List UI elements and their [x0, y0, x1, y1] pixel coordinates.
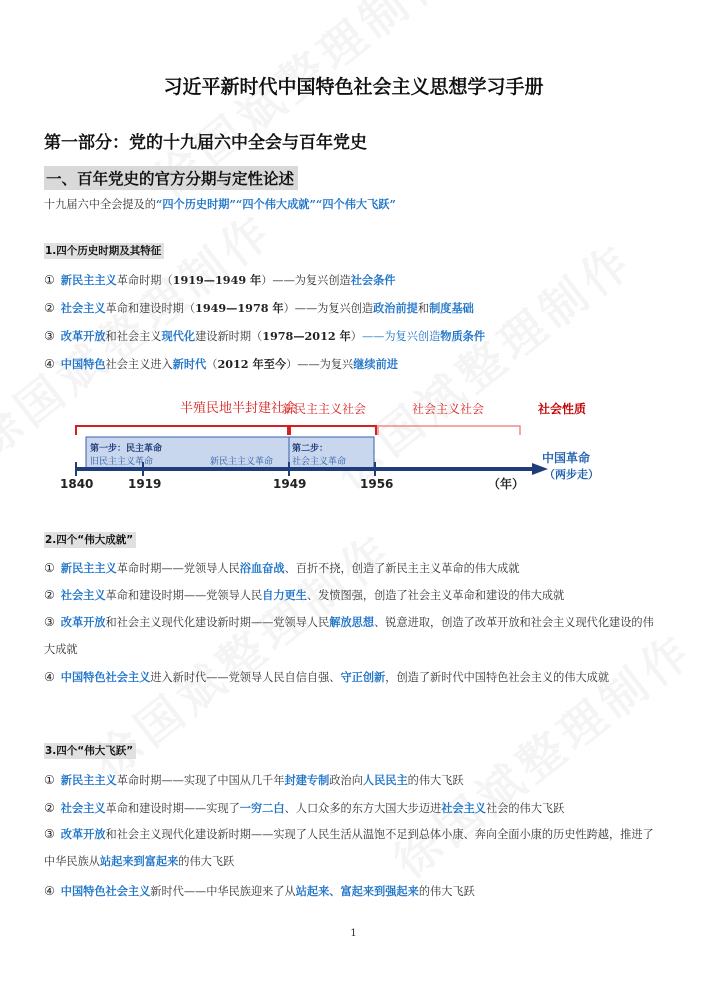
bracket-socialist [378, 426, 520, 435]
s3-item-2: ② 社会主义革命和建设时期——实现了一穷二白、人口众多的东方大国大步迈进社会主义社会的伟大飞跃 [44, 801, 565, 815]
document-title: 习近平新时代中国特色社会主义思想学习手册 [163, 76, 544, 98]
year-1956: 1956 [360, 477, 394, 491]
year-1949: 1949 [273, 477, 307, 491]
s3-item-4: ④ 中国特色社会主义新时代——中华民族迎来了从站起来、富起来到强起来的伟大飞跃 [44, 884, 475, 898]
step1-new: 新民主主义革命 [210, 457, 274, 467]
step2-sub: 社会主义革命 [292, 457, 347, 467]
bracket-semi-colonial [76, 426, 288, 435]
s1-item-3: ③ 改革开放和社会主义现代化建设新时期（1978—2012 年）——为复兴创造物质条件 [44, 329, 486, 343]
s1-heading: 1.四个历史时期及其特征 [44, 243, 164, 259]
s2-item-1: ① 新民主主义革命时期——党领导人民浴血奋战、百折不挠，创造了新民主主义革命的伟大成就 [44, 561, 520, 575]
s1-item-1: ① 新民主主义革命时期（1919—1949 年）——为复兴创造社会条件 [44, 273, 396, 287]
label-social-nature: 社会性质 [538, 402, 587, 416]
arrow-label-two-steps: （两步走） [544, 468, 599, 481]
s2-item-4: ④ 中国特色社会主义进入新时代——党领导人民自信自强、守正创新，创造了新时代中国特色社会主义的伟大成就 [44, 670, 610, 684]
year-1919: 1919 [128, 477, 162, 491]
s3-item-3: ③ 改革开放和社会主义现代化建设新时期——实现了人民生活从温饱不足到总体小康、奔向全面小康的历史性跨越，推进了中华民族从站起来到富起来的伟大飞跃 [44, 827, 654, 868]
bracket-new-democratic [290, 426, 376, 435]
year-1840: 1840 [60, 477, 94, 491]
arrow-label-revolution: 中国革命 [542, 451, 591, 465]
section-title: 一、百年党史的官方分期与定性论述 [44, 166, 298, 190]
s1-item-2: ② 社会主义革命和建设时期（1949—1978 年）——为复兴创造政治前提和制度基础 [44, 301, 474, 315]
label-new-democratic: 新民主主义社会 [282, 402, 367, 416]
s1-item-4: ④ 中国特色社会主义进入新时代（2012 年至今）——为复兴继续前进 [44, 357, 398, 371]
step1-title: 第一步：民主革命 [90, 444, 163, 454]
year-unit: （年） [488, 477, 525, 491]
s2-item-3: ③ 改革开放和社会主义现代化建设新时期——党领导人民解放思想、锐意进取，创造了改革开放和社会主义现代化建设的伟大成就 [44, 615, 654, 656]
s2-item-2: ② 社会主义革命和建设时期——党领导人民自力更生、发愤图强，创造了社会主义革命和建设的伟大成就 [44, 588, 565, 602]
label-semi-colonial: 半殖民地半封建社会 [180, 401, 298, 416]
step2-title: 第二步： [292, 444, 329, 454]
intro-highlight: “四个历史时期”“四个伟大成就”“四个伟大飞跃” [155, 197, 396, 211]
page-number: 1 [350, 928, 357, 939]
s3-heading: 3.四个“伟大飞跃” [44, 743, 136, 759]
label-socialist: 社会主义社会 [412, 402, 485, 416]
history-timeline-diagram [60, 392, 650, 502]
intro-line: 十九届六中全会提及的“四个历史时期”“四个伟大成就”“四个伟大飞跃” [44, 197, 396, 211]
part-title: 第一部分：党的十九届六中全会与百年党史 [44, 133, 367, 153]
s2-heading: 2.四个“伟大成就” [44, 532, 136, 548]
step1-old: 旧民主主义革命 [90, 457, 154, 467]
s3-item-1: ① 新民主主义革命时期——实现了中国从几千年封建专制政治向人民民主的伟大飞跃 [44, 773, 464, 787]
